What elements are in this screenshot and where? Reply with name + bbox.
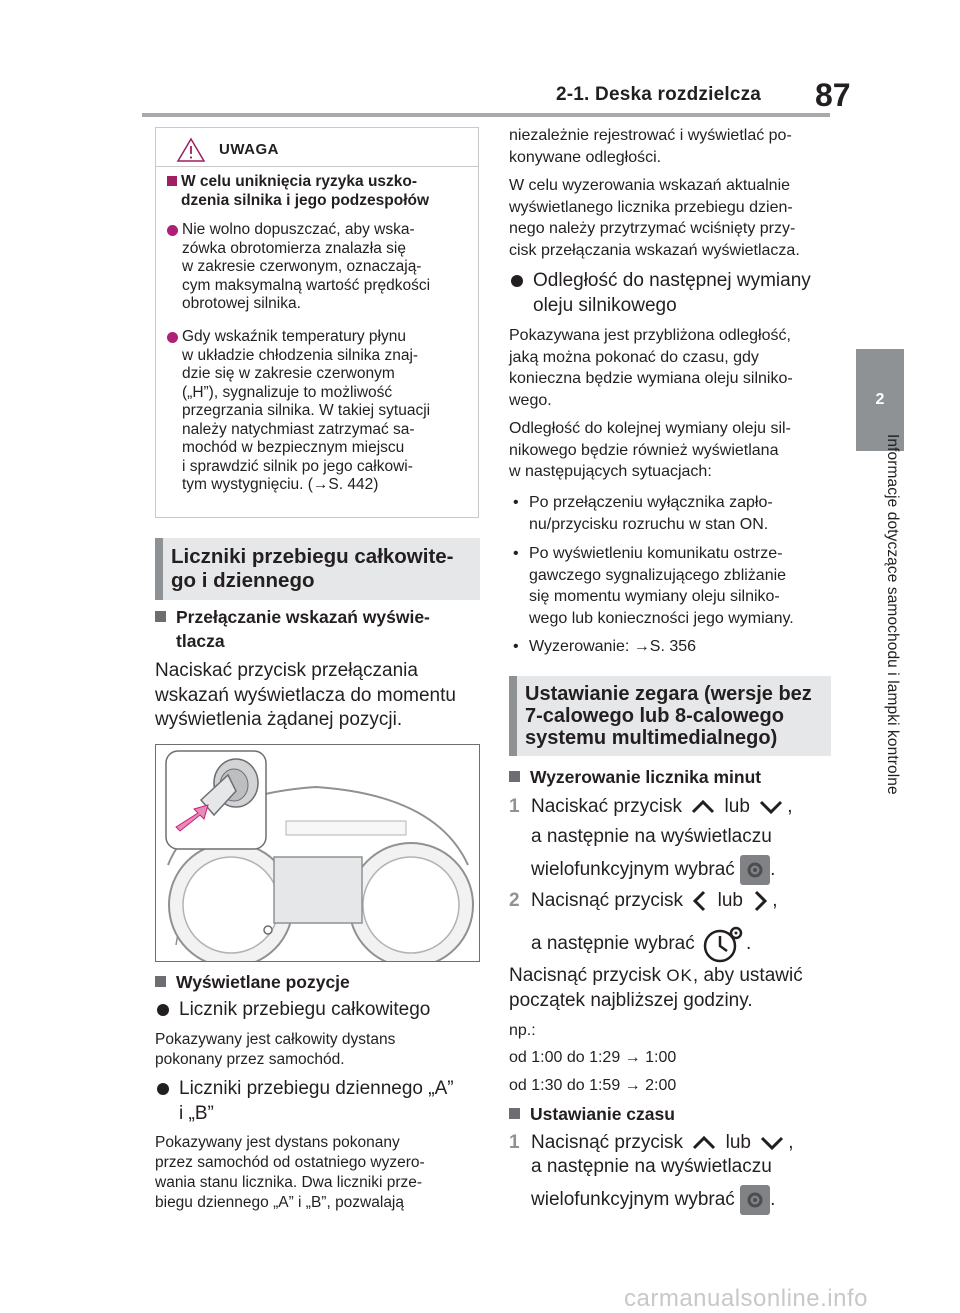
instrument-cluster-illustration	[156, 745, 479, 961]
trip-meters-description-cont: niezależnie rejestrować i wyświetlać po- konywane odległości.	[509, 127, 792, 166]
settings-gear-icon	[740, 855, 770, 885]
bullet-dot-icon	[167, 225, 178, 236]
header-rule	[142, 113, 830, 117]
oil-change-description: Pokazywana jest przybliżona odległość, jaką można pokonać do czasu, gdy konieczna będzie wymiana oleju silniko- wego.	[509, 327, 793, 409]
chapter-title: Informacje dotyczące samochodu i lampki kontrolne	[884, 434, 901, 795]
page-number: 87	[815, 77, 851, 113]
square-bullet-icon	[155, 976, 166, 987]
subheading-reset-minutes: Wyzerowanie licznika minut	[509, 765, 761, 789]
step-1-reset-minutes: 1 Naciskać przycisk lub , a następnie na wyświetlaczu wielofunkcyjnym wybrać .	[509, 795, 792, 885]
bullet-odometer: Licznik przebiegu całkowitego	[155, 997, 430, 1022]
section-title: 2-1. Deska rozdzielcza	[556, 84, 762, 105]
ok-paragraph: Nacisnąć przycisk OK, aby ustawić początek najbliższej godziny.	[509, 965, 803, 1011]
example-label: np.:	[509, 1022, 536, 1039]
step-2-reset-minutes: 2 Nacisnąć przycisk lub , a następnie wybrać .	[509, 888, 778, 964]
oil-change-situations: Odległość do kolejnej wymiany oleju sil- nikowego będzie również wyświetlana w następujących sytuacjach:	[509, 420, 791, 480]
odometer-description: Pokazywany jest całkowity dystans pokonany przez samochód.	[155, 1031, 396, 1068]
square-bullet-icon	[509, 1108, 520, 1119]
watermark: carmanualsonline.info	[624, 1285, 868, 1312]
warning-bullet-2: Gdy wskaźnik temperatury płynu w układzie chłodzenia silnika znaj- dzie się w zakresie czerwonym („H”), sygnalizuje to możliwość przegrzania silnika. W takiej sytuacji należy natychmiast zatrzymać sa- mochód w bezpiecznym miejscu i sprawdzić silnik po jego całkowi- tym wystygnięciu. (→S. 442)	[167, 328, 467, 495]
chapter-tab: 2	[856, 349, 904, 451]
ok-button-glyph: OK	[666, 966, 693, 985]
sub-bullet-warning: • Po wyświetleniu komunikatu ostrze- gawczego sygnalizującego zbliżanie się momentu wymiany oleju silniko- wego lub konieczności jego wymiany.	[513, 545, 794, 627]
bullet-dot-icon: •	[513, 494, 519, 511]
subheading-set-time: Ustawianie czasu	[509, 1102, 675, 1126]
chevron-up-icon	[687, 797, 719, 817]
chevron-down-icon	[756, 1133, 788, 1153]
trip-meters-description: Pokazywany jest dystans pokonany przez samochód od ostatniego wyzero- wania stanu licznika. Dwa liczniki prze- biegu dziennego „A” i „B”, pozwalają	[155, 1134, 425, 1211]
warning-bullet-1: Nie wolno dopuszczać, aby wska- zówka obrotomierza znalazła się w zakresie czerwonym, oznaczają- cym maksymalną wartość prędkości obrotowej silnika.	[167, 221, 467, 314]
instrument-cluster-figure	[155, 744, 480, 962]
bullet-dot-icon	[167, 332, 178, 343]
square-bullet-icon	[509, 771, 520, 782]
warning-header	[156, 128, 478, 167]
step-1-set-time: 1 Nacisnąć przycisk lub , a następnie na wyświetlaczu wielofunkcyjnym wybrać .	[509, 1131, 794, 1215]
example-1: od 1:00 do 1:29 → 1:00	[509, 1049, 677, 1066]
subheading-switch-display: Przełączanie wskazań wyświe- tlacza	[155, 605, 430, 653]
sub-bullet-reset: • Wyzerowanie: →S. 356	[509, 636, 696, 658]
subheading-displayed-items: Wyświetlane pozycje	[155, 970, 350, 994]
paragraph-switch-display: Naciskać przycisk przełączania wskazań wyświetlacza do momentu wyświetlenia żądanej pozycji.	[155, 660, 456, 730]
chevron-left-icon	[688, 888, 712, 914]
square-bullet-icon	[167, 176, 177, 186]
bullet-dot-icon	[157, 1004, 169, 1016]
warning-triangle-icon	[176, 137, 206, 163]
bullet-dot-icon: •	[513, 638, 519, 655]
bullet-oil-change: Odległość do następnej wymiany oleju silnikowego	[509, 268, 811, 318]
reset-trip-paragraph: W celu wyzerowania wskazań aktualnie wyświetlanego licznika przebiegu dzien- nego należy przytrzymać wciśnięty przy- cisk przełączania wskazań wyświetlacza.	[509, 177, 800, 259]
section-heading-odometer: Liczniki przebiegu całkowite- go i dziennego	[155, 538, 480, 600]
bullet-dot-icon: •	[513, 545, 519, 562]
chevron-down-icon	[755, 797, 787, 817]
sub-bullet-ignition: • Po przełączeniu wyłącznika zapło- nu/przycisku rozruchu w stan ON.	[513, 494, 773, 533]
chevron-up-icon	[688, 1133, 720, 1153]
warning-label: UWAGA	[219, 141, 279, 158]
section-heading-clock: Ustawianie zegara (wersje bez 7-calowego lub 8-calowego systemu multimedialnego)	[509, 676, 831, 756]
warning-box	[155, 127, 479, 518]
bullet-trip-meters: Liczniki przebiegu dziennego „A” i „B”	[155, 1076, 454, 1126]
settings-gear-icon	[740, 1185, 770, 1215]
example-2: od 1:30 do 1:59 → 2:00	[509, 1077, 677, 1094]
bullet-dot-icon	[511, 275, 523, 287]
warning-heading: W celu uniknięcia ryzyka uszko- dzenia silnika i jego podzespołów	[167, 173, 429, 210]
chevron-right-icon	[748, 888, 772, 914]
square-bullet-icon	[155, 611, 166, 622]
bullet-dot-icon	[157, 1083, 169, 1095]
clock-settings-icon	[700, 924, 746, 964]
